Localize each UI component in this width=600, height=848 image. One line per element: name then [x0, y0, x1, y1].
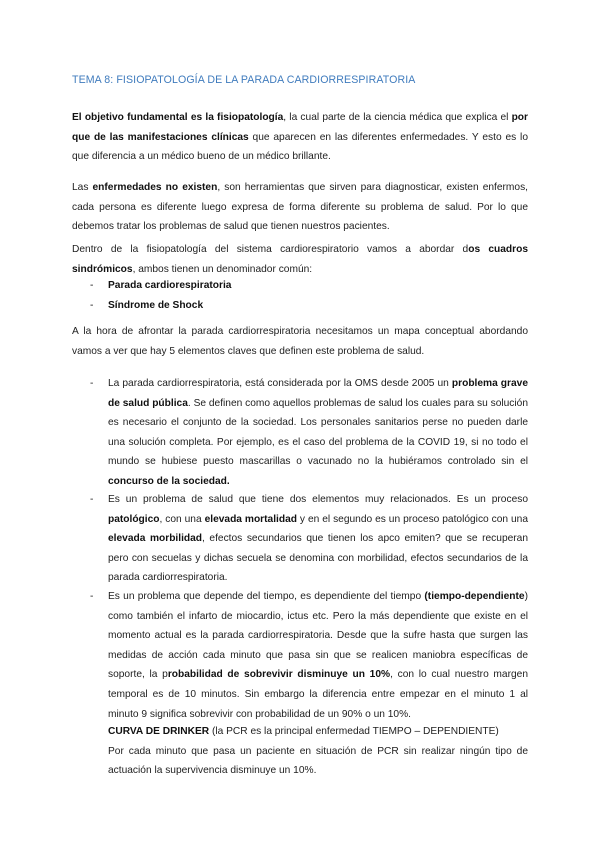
- text: , con una: [159, 513, 205, 525]
- text: , efectos secundarios que tienen los apco emiten? que se recuperan pero con secuelas y dichas secuela se denomina con morbilidad, efectos secundarios de la parada cardiorrespiratoria.: [108, 533, 529, 584]
- bold-text: elevada mortalidad: [204, 513, 297, 525]
- bullet-dash: -: [90, 378, 94, 389]
- text: (la PCR es la principal enfermedad TIEMPO – DEPENDIENTE): [209, 726, 499, 737]
- bold-text: CURVA DE DRINKER: [108, 726, 210, 737]
- list-item: [90, 490, 528, 588]
- list-item: [90, 276, 231, 296]
- text: y en el segundo es un proceso patológico con una: [296, 513, 529, 525]
- drinker-curve-heading: [108, 722, 528, 742]
- bullet-dash: -: [90, 494, 94, 505]
- text: , son herramientas que sirven para diagnosticar, existen enfermos, cada persona es diferente luego expresa de forma diferente su problema de salud. Por lo que debemos tratar los problemas de salud que tienen nuestros pacientes.: [72, 182, 528, 233]
- text: Es un problema que depende del tiempo, es dependiente del tiempo: [108, 591, 425, 602]
- bold-text: problema grave de salud pública: [108, 378, 528, 409]
- bold-text: robabilidad de sobrevivir disminuye un 10%: [167, 669, 391, 681]
- bold-text: (tiempo-dependiente: [424, 591, 525, 602]
- drinker-curve-section: [108, 722, 528, 781]
- text: Dentro de la fisiopatología del sistema cardiorespiratorio vamos a abordar d: [72, 244, 469, 255]
- drinker-curve-text: Por cada minuto que pasa un paciente en situación de PCR sin realizar ningún tipo de actuación la supervivencia disminuye un 10%.: [108, 745, 528, 777]
- text: Las: [72, 182, 93, 193]
- bold-text: concurso de la sociedad.: [108, 475, 230, 487]
- text: , con lo cual nuestro margen temporal es de 10 minutos. Sin embargo la diferencia entre empezar en el minuto 1 al minuto 9 significa sobrevivir con probabilidad de un 90% o un 10%.: [108, 669, 528, 720]
- section-title: TEMA 8: FISIOPATOLOGÍA DE LA PARADA CARDIORRESPIRATORIA: [72, 74, 416, 86]
- bold-text: El objetivo fundamental es la fisiopatología: [72, 112, 284, 123]
- bold-text: elevada morbilidad: [108, 533, 203, 545]
- paragraph-syndromes: [72, 240, 528, 279]
- list-item: [90, 296, 231, 316]
- paragraph-diseases: [72, 178, 528, 237]
- paragraph-objective: [72, 108, 528, 167]
- paragraph-key-elements: A la hora de afrontar la parada cardiorrespiratoria necesitamos un mapa conceptual abordando vamos a ver que hay 5 elementos claves que definen este problema de salud.: [72, 326, 528, 357]
- bold-text: patológico: [108, 513, 160, 525]
- text: Es un problema de salud que tiene dos elementos muy relacionados. Es un proceso: [108, 494, 528, 505]
- syndrome-label: Síndrome de Shock: [108, 299, 204, 311]
- syndrome-label: Parada cardiorespiratoria: [108, 280, 232, 291]
- bullet-dash: -: [90, 299, 94, 311]
- syndrome-list: [90, 276, 231, 315]
- bullet-dash: -: [90, 280, 94, 291]
- text: La parada cardiorrespiratoria, está considerada por la OMS desde 2005 un: [108, 378, 452, 389]
- bullet-dash: -: [90, 591, 94, 602]
- bold-text: os cuadros sindrómicos: [72, 244, 528, 275]
- list-item: [90, 374, 528, 492]
- text: , la cual parte de la ciencia médica que explica el: [283, 112, 512, 123]
- list-item: [90, 587, 528, 724]
- text: . Se definen como aquellos problemas de salud los cuales para su solución es necesario el conjunto de la sociedad. Los personales sanitarios perse no pueden darle una solución completa. Por ejemplo, es el caso del problema de la COVID 19, si no todo el mundo se hubiese puesto mascarillas o vacunado no la hubiéramos controlado sin el: [108, 397, 528, 468]
- bold-text: enfermedades no existen: [92, 182, 218, 193]
- text: ) como también el infarto de miocardio, ictus etc. Pero la más dependiente que existe en el momento actual es la parada cardiorrespiratoria. Desde que la sufre hasta que surgen las medidas de acción cada minuto que pasa sin que se realicen maniobra específicas de soporte, la p: [108, 591, 528, 681]
- text: , ambos tienen un denominador común:: [132, 263, 313, 275]
- text: que aparecen en las diferentes enfermedades. Y esto es lo que diferencia a un médico bueno de un médico brillante.: [72, 131, 528, 163]
- bold-text: por que de las manifestaciones clínicas: [72, 112, 528, 143]
